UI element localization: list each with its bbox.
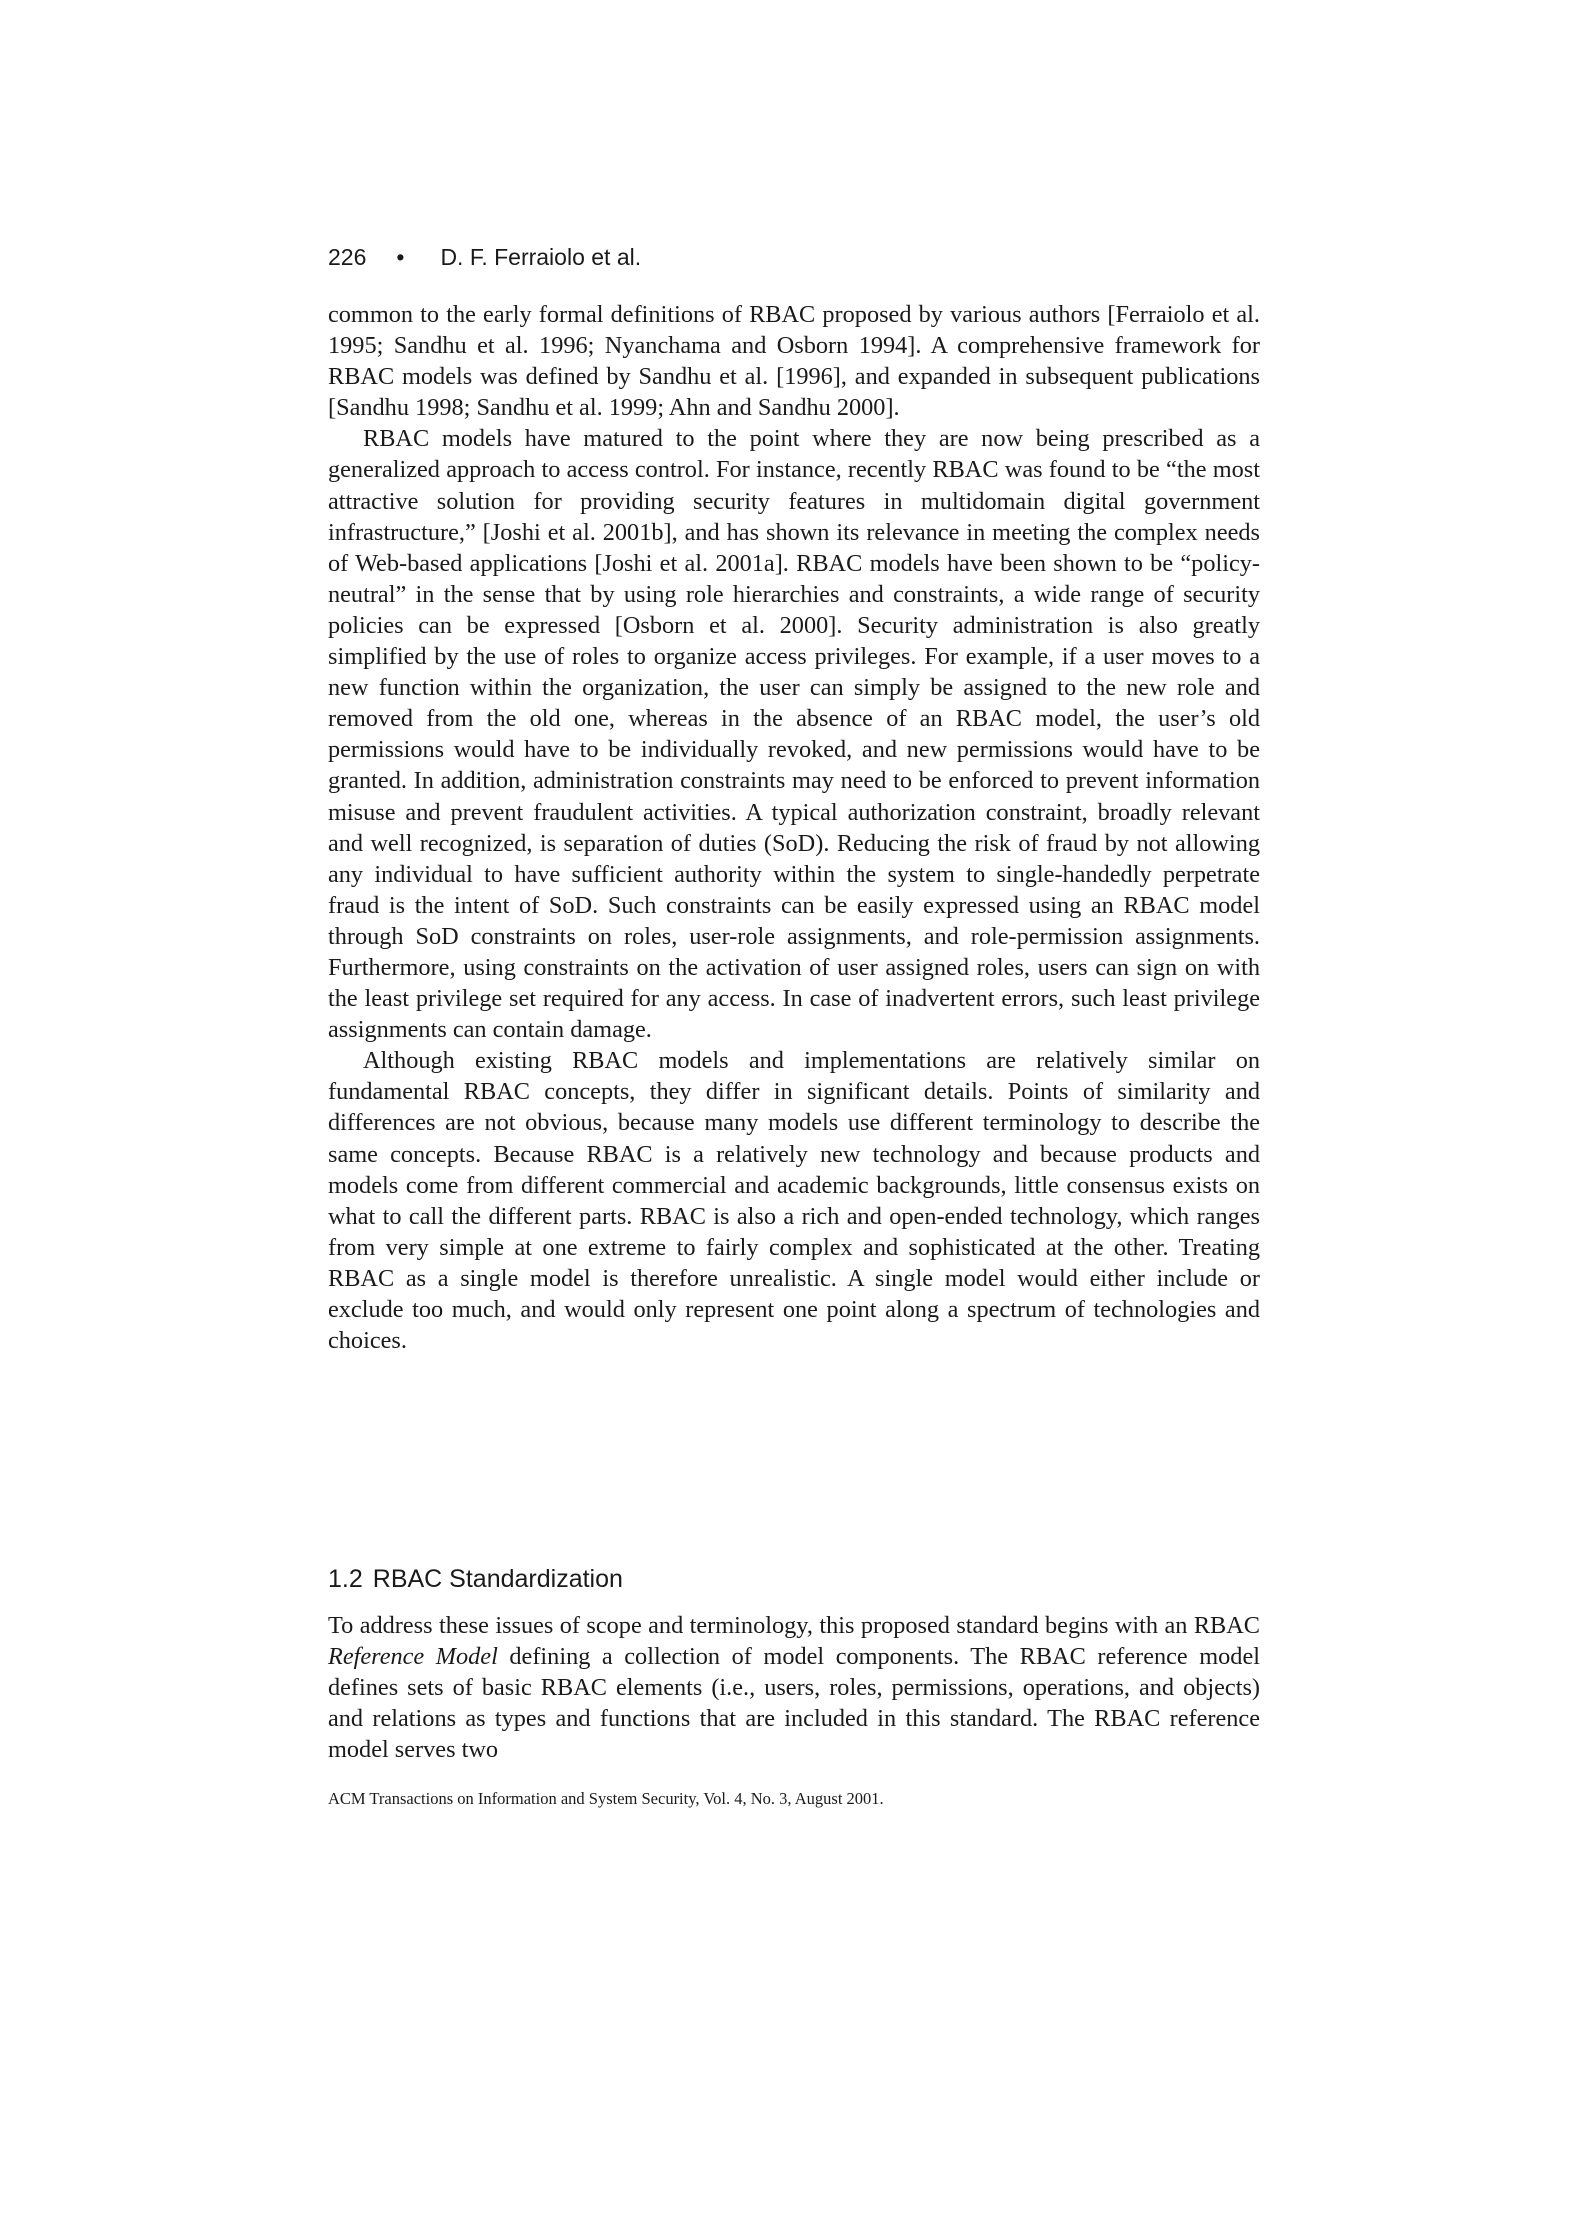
running-title: D. F. Ferraiolo et al. — [440, 244, 642, 270]
body-paragraph-1: common to the early formal definitions of RBAC proposed by various authors [Ferraiolo et al. 1995; Sandhu et al. 1996; Nyanchama and Osborn 1994]. A comprehensive framework for RBAC models was defined by Sandhu et al. [1996], and expanded in subsequent publications [Sandhu 1998; Sandhu et al. 1999; Ahn and Sandhu 2000]. — [328, 301, 1260, 422]
body-paragraph-2: RBAC models have matured to the point where they are now being prescribed as a generalized approach to access control. For instance, recently RBAC was found to be “the most attractive solution for providing security features in multidomain digital government infrastructure,” [Joshi et al. 2001b], and has shown its relevance in meeting the complex needs of Web-based applications [Joshi et al. 2001a]. RBAC models have been shown to be “policy-neutral” in the sense that by using role hierarchies and constraints, a wide range of security policies can be expressed [Osborn et al. 2000]. Security administration is also greatly simplified by the use of roles to organize access privileges. For example, if a user moves to a new function within the organization, the user can simply be assigned to the new role and removed from the old one, whereas in the absence of an RBAC model, the user’s old permissions would have to be individually revoked, and new permissions would have to be granted. In addition, administration constraints may need to be enforced to prevent information misuse and prevent fraudulent activities. A typical authorization constraint, broadly relevant and well recognized, is separation of duties (SoD). Reducing the risk of fraud by not allowing any individual to have sufficient authority within the system to single-handedly perpetrate fraud is the intent of SoD. Such constraints can be easily expressed using an RBAC model through SoD constraints on roles, user-role assignments, and role-permission assignments. Furthermore, using constraints on the activation of user assigned roles, users can sign on with the least privilege set required for any access. In case of inadvertent errors, such least privilege assignments can contain damage. — [328, 425, 1260, 1044]
section-text — [328, 1610, 1260, 1765]
page-number: 226 — [328, 244, 367, 270]
reference-model-emphasis: Reference Model — [328, 1643, 498, 1671]
body-text — [328, 299, 1260, 1356]
section-number: 1.2 — [328, 1565, 363, 1593]
section-title: RBAC Standardization — [372, 1565, 623, 1593]
journal-footer: ACM Transactions on Information and System Security, Vol. 4, No. 3, August 2001. — [328, 1789, 884, 1808]
body-paragraph-3: Although existing RBAC models and implementations are relatively similar on fundamental RBAC concepts, they differ in significant details. Points of similarity and differences are not obvious, because many models use different terminology to describe the same concepts. Because RBAC is a relatively new technology and because products and models come from different commercial and academic backgrounds, little consensus exists on what to call the different parts. RBAC is also a rich and open-ended technology, which ranges from very simple at one extreme to fairly complex and sophisticated at the other. Treating RBAC as a single model is therefore unrealistic. A single model would either include or exclude too much, and would only represent one point along a spectrum of technologies and choices. — [328, 1047, 1260, 1355]
running-head — [328, 242, 1268, 272]
section-paragraph-1-start: To address these issues of scope and terminology, this proposed standard begins with an RBAC — [328, 1612, 1260, 1639]
section-paragraph-1-end: defining a collection of model components. The RBAC reference model defines sets of basic RBAC elements (i.e., users, roles, permissions, operations, and objects) and relations as types and functions that are included in this standard. The RBAC reference model serves two — [328, 1643, 1260, 1764]
section-paragraph-1 — [328, 1610, 1260, 1765]
header-separator: • — [396, 244, 405, 270]
section-heading — [328, 1563, 623, 1595]
